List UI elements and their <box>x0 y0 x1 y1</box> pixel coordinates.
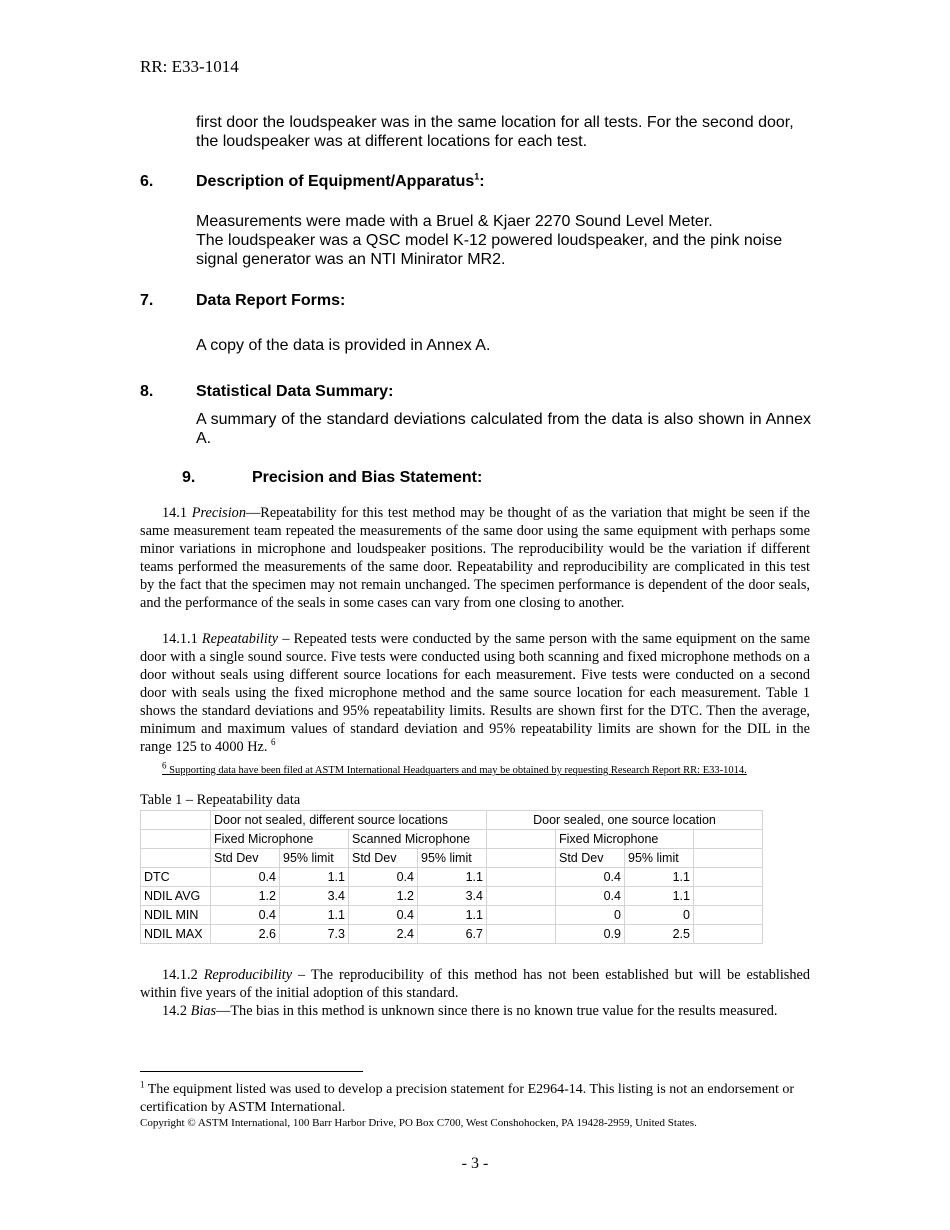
table-cell-empty <box>141 830 211 849</box>
table-cell-empty <box>141 811 211 830</box>
table-cell: 1.2 <box>211 887 280 906</box>
table-cell-empty <box>694 887 763 906</box>
table-cell: 7.3 <box>280 925 349 944</box>
repeatability-table <box>140 810 763 944</box>
table-cell: 1.1 <box>418 906 487 925</box>
table-subheader-fixed-mic: Fixed Microphone <box>211 830 349 849</box>
table-group-header-sealed: Door sealed, one source location <box>487 811 763 830</box>
section-8-number: 8. <box>140 383 154 400</box>
table-header-row-3 <box>141 849 763 868</box>
table-cell: 2.4 <box>349 925 418 944</box>
table-row <box>141 906 763 925</box>
table-row-label: NDIL MIN <box>141 906 211 925</box>
section-6-title-suffix: : <box>479 173 485 190</box>
table-group-header-unsealed: Door not sealed, different source locations <box>211 811 487 830</box>
table-cell: 0.4 <box>556 887 625 906</box>
table-cell: 2.5 <box>625 925 694 944</box>
table-cell: 1.1 <box>280 868 349 887</box>
table-cell: 1.1 <box>280 906 349 925</box>
footnote-1-marker: 1 <box>140 1079 145 1090</box>
section-6-body <box>196 212 811 269</box>
table-cell: 1.2 <box>349 887 418 906</box>
footnote-1-ref: 1 <box>474 171 480 182</box>
table-row <box>141 925 763 944</box>
repeatability-number: 14.1.1 <box>162 631 198 647</box>
table-cell: 0.4 <box>211 906 280 925</box>
table-cell-empty <box>694 925 763 944</box>
footnote-6-text: Supporting data have been filed at ASTM International Headquarters and may be obtained by requesting Research Report RR: E33-1014. <box>166 765 747 776</box>
footnote-6 <box>140 760 812 778</box>
section-7-body: A copy of the data is provided in Annex A. <box>196 337 491 354</box>
table-cell-empty <box>487 830 556 849</box>
table-col-95-limit: 95% limit <box>418 849 487 868</box>
section-7-title: Data Report Forms: <box>196 292 346 309</box>
table-row <box>141 887 763 906</box>
table-cell: 6.7 <box>418 925 487 944</box>
table-cell-empty <box>487 849 556 868</box>
bias-number: 14.2 <box>162 1003 188 1019</box>
table-cell: 1.1 <box>625 868 694 887</box>
precision-paragraph <box>140 504 810 612</box>
section-6-line-1: Measurements were made with a Bruel & Kjaer 2270 Sound Level Meter. <box>196 213 713 230</box>
table-cell: 3.4 <box>418 887 487 906</box>
reproducibility-paragraph <box>140 966 810 1002</box>
table-caption: Table 1 – Repeatability data <box>140 792 301 808</box>
table-col-std-dev: Std Dev <box>349 849 418 868</box>
table-cell: 0.4 <box>349 906 418 925</box>
table-cell-empty <box>487 887 556 906</box>
table-cell: 1.1 <box>418 868 487 887</box>
table-cell-empty <box>141 849 211 868</box>
repeatability-term: Repeatability <box>201 631 279 647</box>
table-col-std-dev: Std Dev <box>211 849 280 868</box>
section-6-title-text: Description of Equipment/Apparatus <box>196 173 475 190</box>
table-row <box>141 868 763 887</box>
table-cell-empty <box>694 849 763 868</box>
table-cell: 1.1 <box>625 887 694 906</box>
footnote-6-ref: 6 <box>271 737 276 748</box>
table-cell: 0 <box>556 906 625 925</box>
page-number: - 3 - <box>461 1155 489 1172</box>
table-cell-empty <box>487 906 556 925</box>
table-cell: 3.4 <box>280 887 349 906</box>
table-cell: 0.9 <box>556 925 625 944</box>
reproducibility-term: Reproducibility <box>203 967 293 983</box>
table-header-row-1 <box>141 811 763 830</box>
table-subheader-scanned-mic: Scanned Microphone <box>349 830 487 849</box>
reproducibility-text: – The reproducibility of this method has not been established but will be established within five years of the initial adoption of this standard. <box>140 967 810 1001</box>
section-8-title: Statistical Data Summary: <box>196 383 394 400</box>
precision-term: Precision <box>191 505 246 521</box>
table-cell-empty <box>694 868 763 887</box>
table-cell: 0.4 <box>211 868 280 887</box>
footnote-divider <box>140 1071 363 1072</box>
section-9-number: 9. <box>182 469 196 486</box>
table-header-row-2 <box>141 830 763 849</box>
running-header: RR: E33-1014 <box>140 57 239 76</box>
table-col-95-limit: 95% limit <box>280 849 349 868</box>
copyright-line: Copyright © ASTM International, 100 Barr Harbor Drive, PO Box C700, West Conshohocken, PA 19428-2959, United States. <box>140 1117 697 1129</box>
table-cell-empty <box>487 868 556 887</box>
bias-term: Bias <box>190 1003 217 1019</box>
section-9-title: Precision and Bias Statement: <box>252 469 483 486</box>
intro-paragraph: first door the loudspeaker was in the same location for all tests. For the second door, the loudspeaker was at different locations for each test. <box>196 114 794 150</box>
table-cell-empty <box>694 906 763 925</box>
table-row-label: NDIL MAX <box>141 925 211 944</box>
precision-number: 14.1 <box>162 505 188 521</box>
repeatability-paragraph <box>140 630 810 756</box>
bias-text: —The bias in this method is unknown since there is no known true value for the results measured. <box>216 1003 778 1019</box>
table-cell: 2.6 <box>211 925 280 944</box>
table-cell: 0.4 <box>556 868 625 887</box>
reproducibility-number: 14.1.2 <box>162 967 198 983</box>
table-cell: 0 <box>625 906 694 925</box>
footnote-6-marker: 6 <box>162 760 167 771</box>
table-cell-empty <box>694 830 763 849</box>
section-8-body: A summary of the standard deviations calculated from the data is also shown in Annex A. <box>196 411 811 447</box>
section-6-title <box>196 172 485 191</box>
footnote-1-text: The equipment listed was used to develop a precision statement for E2964-14. This listing is not an endorsement or certification by ASTM International. <box>140 1082 795 1115</box>
table-col-95-limit: 95% limit <box>625 849 694 868</box>
table-cell: 0.4 <box>349 868 418 887</box>
section-7-number: 7. <box>140 292 154 309</box>
bias-paragraph <box>140 1002 810 1020</box>
table-subheader-fixed-mic-2: Fixed Microphone <box>556 830 694 849</box>
section-6-line-2: The loudspeaker was a QSC model K-12 powered loudspeaker, and the pink noise signal generator was an NTI Minirator MR2. <box>196 232 783 268</box>
table-col-std-dev: Std Dev <box>556 849 625 868</box>
footnote-1 <box>140 1081 800 1117</box>
precision-text: —Repeatability for this test method may be thought of as the variation that might be seen if the same measurement team repeated the measurements of the same door using the same equipment with perhaps some minor variations in microphone and loudspeaker positions. The reproducibility would be the variation if different teams performed the measurements of the same door. Repeatability and reproducibility are complicated in this test by the fact that the specimen may not remain unchanged. The specimen performance is dependent of the door seals, and the performance of the seals in some cases can vary from one closing to another. <box>140 505 810 611</box>
table-row-label: DTC <box>141 868 211 887</box>
table-cell-empty <box>487 925 556 944</box>
table-row-label: NDIL AVG <box>141 887 211 906</box>
section-6-number: 6. <box>140 173 154 190</box>
repeatability-text: – Repeated tests were conducted by the same person with the same equipment on the same door with a single sound source. Five tests were conducted using both scanning and fixed microphone methods on a door without seals using different source locations for each measurement. Five tests were conducted on a second door with seals using the fixed microphone method and the same source location for each measurement. Table 1 shows the standard deviations and 95% repeatability limits. Results are shown first for the DTC. Then the average, minimum and maximum values of standard deviation and 95% repeatability limits are shown for the DIL in the range 125 to 4000 Hz. <box>140 631 810 755</box>
